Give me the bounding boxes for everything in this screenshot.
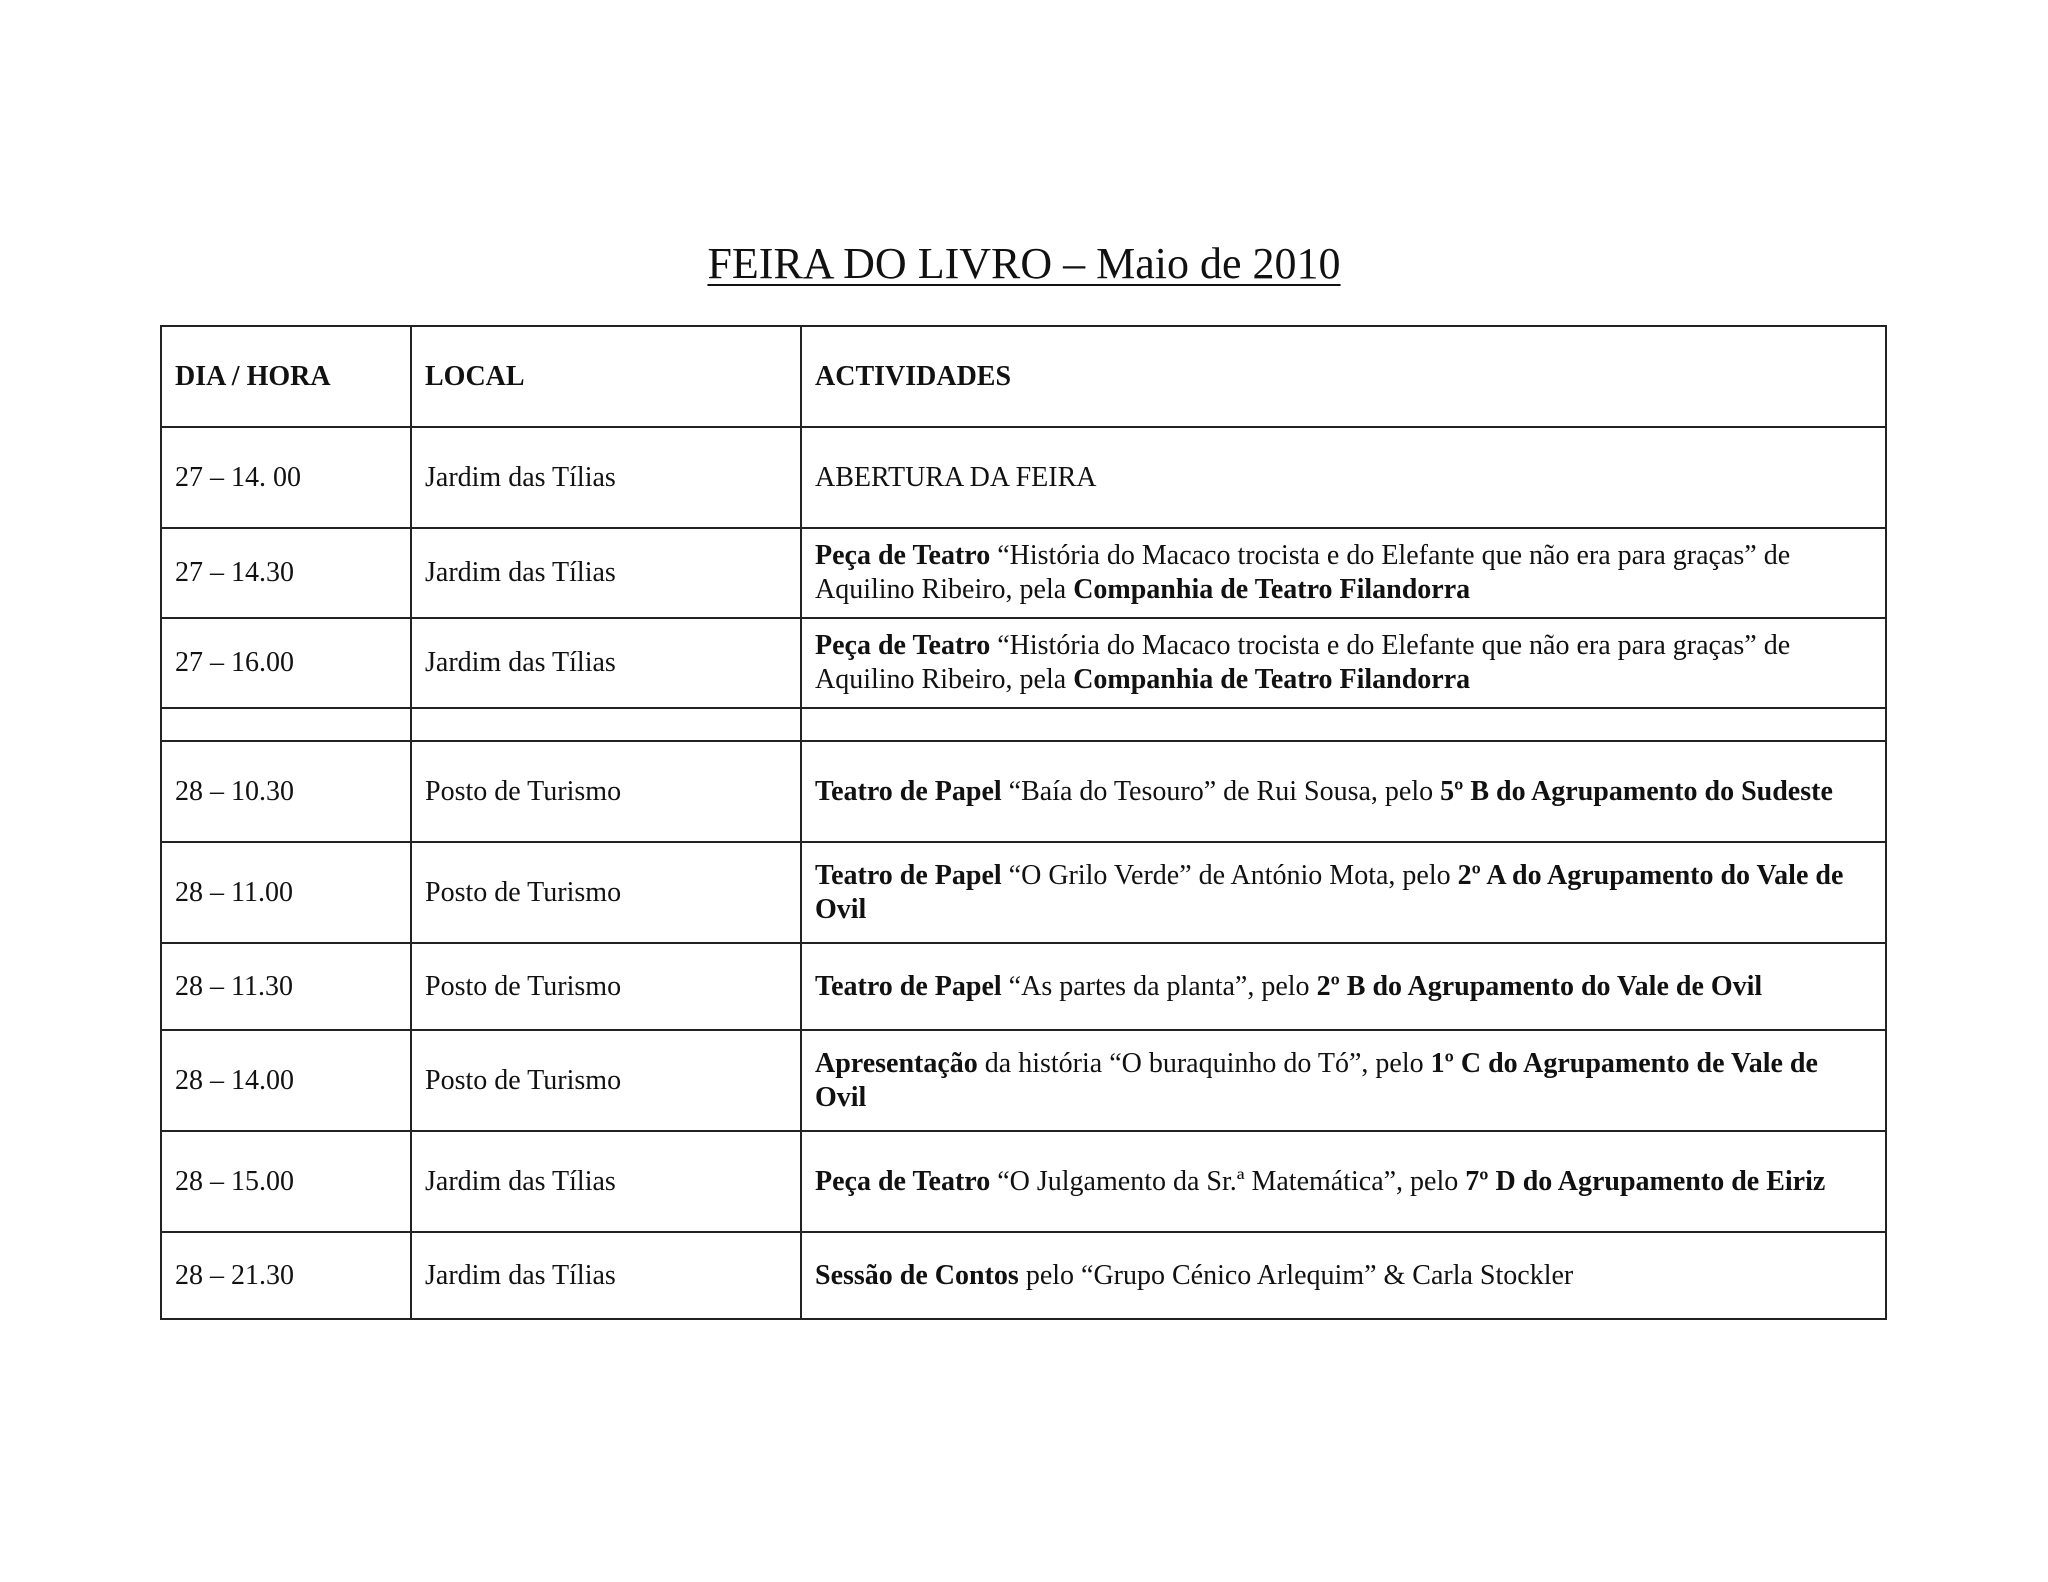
table-spacer-row xyxy=(161,708,1886,741)
activity-type: Peça de Teatro xyxy=(815,540,991,571)
activity-type: Teatro de Papel xyxy=(815,859,1002,891)
activity-text: pelo “Grupo Cénico Arlequim” & Carla Stockler xyxy=(1018,1259,1574,1291)
cell-dia-hora: 28 – 21.30 xyxy=(161,1232,411,1319)
activity-group: 2º A do Agrupamento do Vale de Ovil xyxy=(815,859,1844,925)
cell-actividade xyxy=(801,741,1886,842)
activity-type: Peça de Teatro xyxy=(815,630,991,661)
table-row xyxy=(161,1030,1886,1131)
table-row xyxy=(161,1232,1886,1319)
activity-type: Teatro de Papel xyxy=(815,775,1002,807)
header-actividades: ACTIVIDADES xyxy=(801,326,1886,427)
activity-text: “O Julgamento da Sr.ª Matemática”, pelo xyxy=(990,1165,1466,1197)
cell-dia-hora: 27 – 14.30 xyxy=(161,528,411,618)
activity-text: da história “O buraquinho do Tó”, pelo xyxy=(977,1047,1431,1079)
cell-dia-hora: 28 – 10.30 xyxy=(161,741,411,842)
activity-type: Teatro de Papel xyxy=(815,970,1002,1002)
cell-actividade xyxy=(801,1131,1886,1232)
document-title-text: FEIRA DO LIVRO – Maio de 2010 xyxy=(707,239,1341,288)
table-row xyxy=(161,427,1886,528)
cell-dia-hora: 28 – 14.00 xyxy=(161,1030,411,1131)
activity-type: Sessão de Contos xyxy=(815,1259,1019,1291)
cell-local: Jardim das Tílias xyxy=(411,528,801,618)
activity-group: 2º B do Agrupamento do Vale de Ovil xyxy=(1316,970,1763,1002)
activity-group: 7º D do Agrupamento de Eiriz xyxy=(1465,1165,1826,1197)
table-row xyxy=(161,1131,1886,1232)
cell-local: Posto de Turismo xyxy=(411,741,801,842)
cell-local: Posto de Turismo xyxy=(411,842,801,943)
cell-dia-hora: 28 – 15.00 xyxy=(161,1131,411,1232)
activity-group: Companhia de Teatro Filandorra xyxy=(1073,574,1471,605)
table-row xyxy=(161,741,1886,842)
activity-text: “História do Macaco trocista e do Elefante que não era para graças” de Aquilino Ribeiro, pela xyxy=(815,630,1791,695)
cell-local: Jardim das Tílias xyxy=(411,1232,801,1319)
header-dia-hora: DIA / HORA xyxy=(161,326,411,427)
cell-dia-hora: 27 – 16.00 xyxy=(161,618,411,708)
cell-actividade xyxy=(801,1030,1886,1131)
activity-text: “As partes da planta”, pelo xyxy=(1001,970,1317,1002)
header-local: LOCAL xyxy=(411,326,801,427)
table-row xyxy=(161,943,1886,1030)
cell-local: Jardim das Tílias xyxy=(411,1131,801,1232)
cell-actividade xyxy=(801,1232,1886,1319)
cell-dia-hora: 27 – 14. 00 xyxy=(161,427,411,528)
document-title xyxy=(0,236,2048,292)
cell-actividade xyxy=(801,842,1886,943)
cell-local: Posto de Turismo xyxy=(411,1030,801,1131)
table-header-row xyxy=(161,326,1886,427)
cell-actividade xyxy=(801,427,1886,528)
activity-group: Companhia de Teatro Filandorra xyxy=(1073,664,1471,695)
activity-text: “Baía do Tesouro” de Rui Sousa, pelo xyxy=(1001,775,1441,807)
cell-actividade xyxy=(801,618,1886,708)
activity-group: 5º B do Agrupamento do Sudeste xyxy=(1440,775,1833,807)
cell-local: Jardim das Tílias xyxy=(411,427,801,528)
cell-actividade xyxy=(801,528,1886,618)
schedule-table xyxy=(160,325,1887,1320)
table-row xyxy=(161,842,1886,943)
activity-type: Apresentação xyxy=(815,1047,978,1079)
activity-text: ABERTURA DA FEIRA xyxy=(815,461,1097,493)
cell-dia-hora: 28 – 11.00 xyxy=(161,842,411,943)
activity-type: Peça de Teatro xyxy=(815,1165,991,1197)
empty-cell xyxy=(801,708,1886,741)
activity-group: 1º C do Agrupamento de Vale de Ovil xyxy=(815,1047,1818,1113)
activity-text: “O Grilo Verde” de António Mota, pelo xyxy=(1001,859,1458,891)
cell-local: Posto de Turismo xyxy=(411,943,801,1030)
table-row xyxy=(161,618,1886,708)
table-row xyxy=(161,528,1886,618)
cell-dia-hora: 28 – 11.30 xyxy=(161,943,411,1030)
empty-cell xyxy=(161,708,411,741)
cell-actividade xyxy=(801,943,1886,1030)
activity-text: “História do Macaco trocista e do Elefante que não era para graças” de Aquilino Ribeiro, pela xyxy=(815,540,1791,605)
empty-cell xyxy=(411,708,801,741)
cell-local: Jardim das Tílias xyxy=(411,618,801,708)
